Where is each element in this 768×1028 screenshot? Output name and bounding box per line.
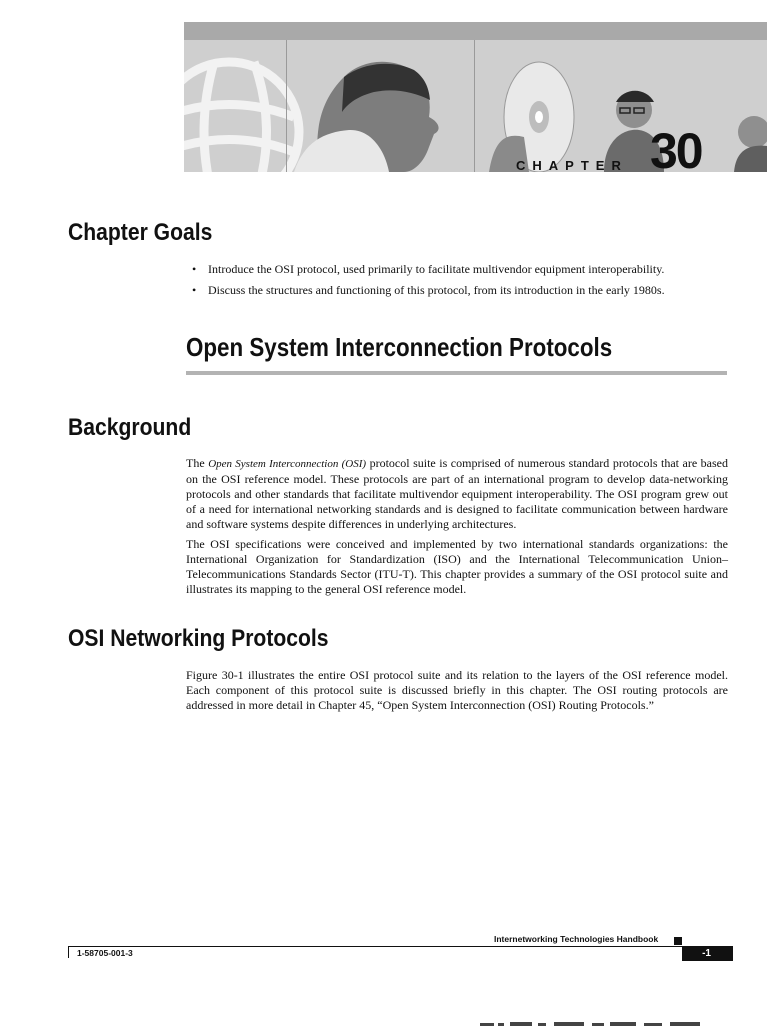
- page-number: -1: [682, 946, 733, 961]
- osi-networking-paragraph: Figure 30-1 illustrates the entire OSI protocol suite and its relation to the layers of the OSI reference model. Each component of this protocol suite is discussed briefly in this chapter. The OSI routing protocols are addressed in more detail in Chapter 45, “Open System Interconnection (OSI) Routing Protocols.”: [186, 668, 728, 712]
- bullet-icon: •: [192, 262, 197, 276]
- chapter-goals-list: [186, 262, 746, 304]
- background-heading: Background: [68, 414, 192, 441]
- list-item: [186, 283, 746, 297]
- goal-text: Discuss the structures and functioning of this protocol, from its introduction in the early 1980s.: [208, 283, 665, 297]
- chapter-goals-heading: Chapter Goals: [68, 219, 213, 246]
- bullet-icon: •: [192, 283, 197, 297]
- chapter-number: 30: [650, 123, 702, 172]
- bleed-through-strokes: [480, 1017, 720, 1028]
- footer-isbn: 1-58705-001-3: [77, 948, 133, 958]
- osi-networking-heading: OSI Networking Protocols: [68, 625, 329, 652]
- background-paragraph-1: [186, 456, 728, 532]
- p1-rest: protocol suite is comprised of numerous standard protocols that are based on the OSI reference model. These protocols are part of an international program to develop data-networking protocols and other standards that facilitate multivendor equipment interoperability. The OSI program grew out of a need for international networking standards and is designed to facilitate communication between hardware and software systems despite differences in underlying architectures.: [186, 456, 729, 531]
- chapter-label: CHAPTER: [516, 158, 628, 172]
- footer-book-title: Internetworking Technologies Handbook: [494, 934, 659, 944]
- osi-term: Open System Interconnection (OSI): [208, 458, 367, 470]
- goal-text: Introduce the OSI protocol, used primarily to facilitate multivendor equipment interoperability.: [208, 262, 665, 276]
- bleed-through-text: [480, 1016, 720, 1028]
- chapter-title: Open System Interconnection Protocols: [186, 332, 613, 362]
- footer-tick: [68, 946, 69, 958]
- list-item: [186, 262, 746, 276]
- footer-marker: [674, 937, 682, 945]
- footer-rule: [68, 946, 732, 947]
- title-rule: [186, 371, 727, 375]
- background-paragraph-2: The OSI specifications were conceived and implemented by two international standards organizations: the International Organization for Standardization (ISO) and the International Telecommunication Union–Telecommunications Standards Sector (ITU-T). This chapter provides a summary of the OSI protocol suite and illustrates its mapping to the general OSI reference model.: [186, 537, 728, 596]
- chapter-banner: [184, 22, 767, 172]
- p1-prefix: The: [186, 456, 209, 470]
